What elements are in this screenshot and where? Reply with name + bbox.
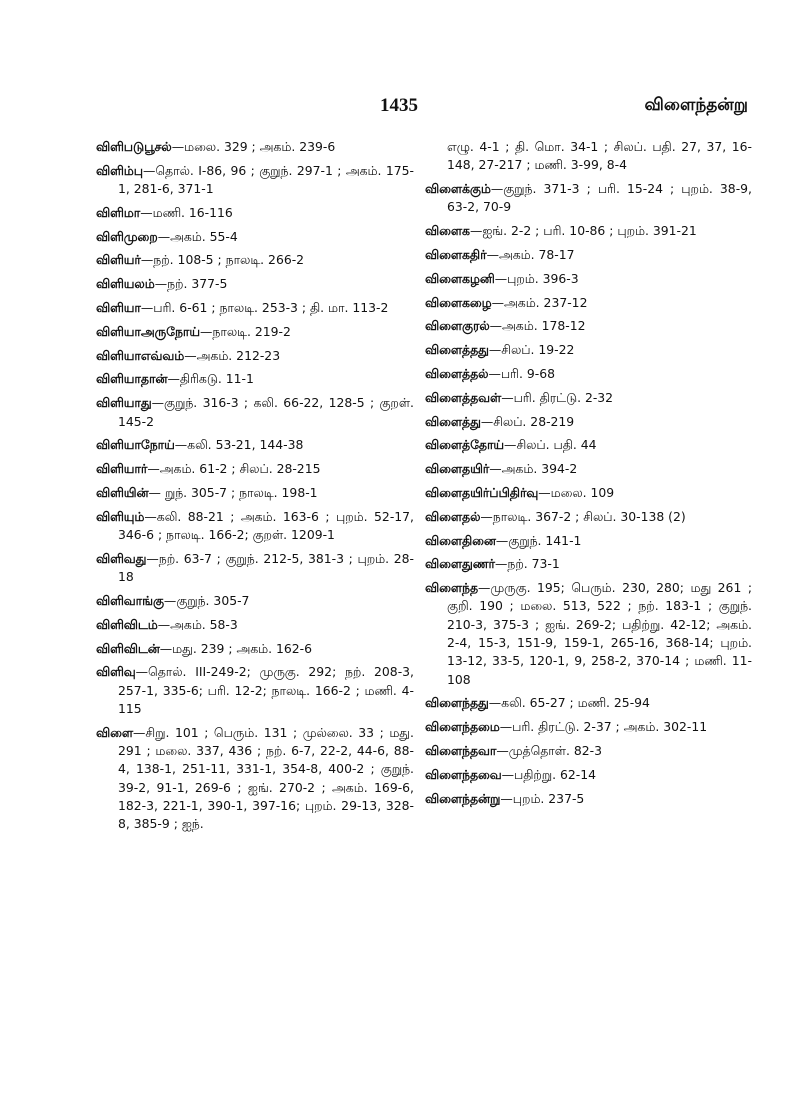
index-entry bbox=[425, 508, 752, 526]
index-entry bbox=[425, 484, 752, 502]
headword: விளைந்த bbox=[425, 580, 479, 596]
references: —புறம். 396-3 bbox=[494, 270, 579, 286]
index-entry bbox=[96, 275, 414, 293]
references: —அகம். 55-4 bbox=[157, 228, 238, 244]
headword: விளிவாங்கு bbox=[96, 592, 164, 608]
index-entry bbox=[425, 222, 752, 240]
references: —நாலடி. 367-2 ; சிலப். 30-138 (2) bbox=[480, 508, 686, 524]
headword: விளியர் bbox=[96, 252, 141, 268]
references: —அகம். 58-3 bbox=[157, 616, 238, 632]
references: —அகம். 178-12 bbox=[489, 318, 586, 334]
references: —நற். 73-1 bbox=[495, 556, 560, 572]
index-entry bbox=[96, 251, 414, 269]
headword: விளைந்தன்று bbox=[425, 790, 501, 806]
references: —சிலப். 19-22 bbox=[488, 342, 575, 358]
headword: விளிம்பு bbox=[96, 162, 143, 178]
references: —அகம். 78-17 bbox=[486, 246, 575, 262]
headword: விளைகதிர் bbox=[425, 246, 487, 262]
headword: விளைகுரல் bbox=[425, 318, 490, 334]
index-entry bbox=[96, 724, 414, 834]
index-entry bbox=[96, 347, 414, 365]
headword: விளைதயிர் bbox=[425, 461, 490, 477]
headword: விளியார் bbox=[96, 461, 148, 477]
references: —அகம். 394-2 bbox=[489, 461, 578, 477]
references: —கலி. 65-27 ; மணி. 25-94 bbox=[488, 695, 650, 711]
index-entry bbox=[96, 204, 414, 222]
index-entry bbox=[425, 270, 752, 288]
references: —தொல். I-86, 96 ; குறுந். 297-1 ; அகம். 175-1, 281-6, 371-1 bbox=[118, 162, 414, 197]
index-entry bbox=[96, 228, 414, 246]
headword: விளைகழை bbox=[425, 294, 492, 310]
index-entry bbox=[96, 138, 414, 156]
index-entry bbox=[425, 317, 752, 335]
references: —நற். 63-7 ; குறுந். 212-5, 381-3 ; புறம். 28-18 bbox=[118, 550, 414, 585]
references: —மலை. 329 ; அகம். 239-6 bbox=[171, 139, 336, 154]
references: —குறுந். 141-1 bbox=[495, 532, 582, 548]
index-entry bbox=[425, 766, 752, 784]
headword: விளைத்தது bbox=[425, 342, 489, 358]
index-entry bbox=[425, 532, 752, 550]
index-entry bbox=[96, 484, 414, 502]
index-entry bbox=[96, 460, 414, 478]
running-head: விளைந்தன்று bbox=[644, 95, 748, 115]
headword: விளைகழனி bbox=[425, 270, 495, 286]
references: —அகம். 61-2 ; சிலப். 28-215 bbox=[147, 461, 321, 477]
references: எழு. 4-1 ; தி. மொ. 34-1 ; சிலப். பதி. 27, 37, 16-148, 27-217 ; மணி. 3-99, 8-4 bbox=[447, 139, 752, 173]
index-entry bbox=[425, 555, 752, 573]
headword: விளிவு bbox=[96, 664, 136, 680]
headword: விளியின் bbox=[96, 484, 149, 500]
references: —நாலடி. 219-2 bbox=[200, 323, 291, 339]
references: — றுந். 305-7 ; நாலடி. 198-1 bbox=[148, 484, 318, 500]
index-entry bbox=[96, 640, 414, 658]
headword: விளைதுணர் bbox=[425, 556, 495, 572]
references: —சிலப். பதி. 44 bbox=[504, 437, 597, 453]
index-entry bbox=[425, 742, 752, 760]
page-number: 1435 bbox=[380, 95, 418, 116]
references: —மணி. 16-116 bbox=[140, 204, 233, 220]
references: —புறம். 237-5 bbox=[500, 790, 585, 806]
index-entry bbox=[425, 413, 752, 431]
references: —முருகு. 195; பெரும். 230, 280; மது 261 ; குறி. 190 ; மலை. 513, 522 ; நற். 183-1 ; குறுந். 210-3, 375-3 ; ஐங். 269-2; பதிற்று. 42-12; அகம். 2-4, 15-3, 151-9, 159-1, 265-16, 368-14; புறம். 13-12, 33-5, 120-1, 9, 258-2, 370-14 ; மணி. 11-108 bbox=[447, 580, 752, 687]
references: —முத்தொள். 82-3 bbox=[496, 743, 602, 759]
headword: விளிவது bbox=[96, 550, 147, 566]
index-entry bbox=[425, 341, 752, 359]
index-entry bbox=[425, 294, 752, 312]
headword: விளியாதான் bbox=[96, 371, 168, 387]
headword: விளைத்தல் bbox=[425, 365, 489, 381]
references: —ஐங். 2-2 ; பரி. 10-86 ; புறம். 391-21 bbox=[469, 223, 697, 239]
index-entry bbox=[425, 460, 752, 478]
index-entry bbox=[96, 616, 414, 634]
headword: விளிவிடம் bbox=[96, 616, 158, 632]
index-entry bbox=[96, 436, 414, 454]
index-entry bbox=[425, 694, 752, 712]
index-entry bbox=[96, 550, 414, 587]
index-entry bbox=[425, 180, 752, 217]
references: —நற். 108-5 ; நாலடி. 266-2 bbox=[140, 252, 305, 268]
headword: விளியாஎவ்வம் bbox=[96, 347, 185, 363]
headword: விளைக bbox=[425, 223, 470, 239]
index-entry bbox=[425, 718, 752, 736]
references: —மது. 239 ; அகம். 162-6 bbox=[159, 640, 313, 656]
headword: விளைதினை bbox=[425, 532, 496, 548]
index-entry bbox=[96, 663, 414, 718]
references: —கலி. 53-21, 144-38 bbox=[174, 437, 304, 453]
headword: விளியலம் bbox=[96, 276, 155, 292]
headword: விளைந்தவை bbox=[425, 766, 502, 782]
headword: விளைத்தவள் bbox=[425, 389, 502, 405]
references: —குறுந். 316-3 ; கலி. 66-22, 128-5 ; குறள். 145-2 bbox=[118, 395, 414, 429]
references: —அகம். 237-12 bbox=[491, 294, 588, 310]
headword: விளை bbox=[96, 724, 134, 740]
headword: விளைக்கும் bbox=[425, 181, 491, 197]
references: —பதிற்று. 62-14 bbox=[501, 766, 597, 782]
headword: விளிமா bbox=[96, 204, 141, 220]
references: —சிறு. 101 ; பெரும். 131 ; முல்லை. 33 ; மது. 291 ; மலை. 337, 436 ; நற். 6-7, 22-2, 44-6, 88-4, 138-1, 251-11, 331-1, 354-8, 400-2 ; குறுந். 39-2, 91-1, 269-6 ; ஐங். 270-2 ; அகம். 169-6, 182-3, 221-1, 390-1, 397-16; புறம். 29-13, 328-8, 385-9 ; ஐந். bbox=[118, 724, 414, 832]
headword: விளியாது bbox=[96, 395, 152, 411]
index-entry bbox=[425, 389, 752, 407]
references: —தொல். III-249-2; முருகு. 292; நற். 208-3, 257-1, 335-6; பரி. 12-2; நாலடி. 166-2 ; மணி. 4-115 bbox=[118, 664, 414, 716]
headword: விளைதல் bbox=[425, 508, 481, 524]
headword: விளிவிடன் bbox=[96, 640, 160, 656]
right-column bbox=[425, 138, 752, 813]
headword: விளைந்தது bbox=[425, 695, 489, 711]
headword: விளைத்து bbox=[425, 413, 481, 429]
headword: விளிமுறை bbox=[96, 228, 158, 244]
index-entry bbox=[96, 394, 414, 431]
index-entry bbox=[96, 370, 414, 388]
index-entry bbox=[425, 246, 752, 264]
references: —திரிகடு. 11-1 bbox=[167, 371, 254, 387]
index-entry-continued bbox=[425, 138, 752, 175]
index-entry bbox=[96, 592, 414, 610]
index-entry bbox=[425, 436, 752, 454]
headword: விளைதயிர்ப்பிதிர்வு bbox=[425, 484, 539, 500]
index-entry bbox=[96, 299, 414, 317]
references: —நற். 377-5 bbox=[154, 276, 228, 292]
index-entry bbox=[425, 365, 752, 383]
references: —பரி. 6-61 ; நாலடி. 253-3 ; தி. மா. 113-2 bbox=[140, 300, 389, 316]
headword: விளைந்தமை bbox=[425, 719, 500, 735]
references: —பரி. திரட்டு. 2-37 ; அகம். 302-11 bbox=[499, 719, 708, 735]
headword: விளியாஅருநோய் bbox=[96, 323, 200, 339]
index-entry bbox=[96, 162, 414, 199]
headword: விளைந்தவா bbox=[425, 743, 497, 759]
index-entry bbox=[425, 790, 752, 808]
references: —பரி. 9-68 bbox=[488, 365, 555, 381]
references: —மலை. 109 bbox=[538, 484, 615, 500]
headword: விளியும் bbox=[96, 508, 145, 524]
headword: விளியா bbox=[96, 300, 141, 316]
references: —குறுந். 305-7 bbox=[163, 592, 250, 608]
headword: விளியாநோய் bbox=[96, 437, 175, 453]
headword: விளைத்தோய் bbox=[425, 437, 505, 453]
index-entry bbox=[96, 323, 414, 341]
references: —சிலப். 28-219 bbox=[480, 413, 575, 429]
references: —குறுந். 371-3 ; பரி. 15-24 ; புறம். 38-9, 63-2, 70-9 bbox=[447, 181, 752, 215]
left-column bbox=[96, 138, 414, 839]
index-entry bbox=[96, 508, 414, 545]
references: —பரி. திரட்டு. 2-32 bbox=[501, 389, 614, 405]
headword: விளிபடுபூசல் bbox=[96, 139, 172, 154]
references: —அகம். 212-23 bbox=[184, 347, 281, 363]
references: —கலி. 88-21 ; அகம். 163-6 ; புறம். 52-17, 346-6 ; நாலடி. 166-2; குறள். 1209-1 bbox=[118, 508, 414, 543]
index-entry bbox=[425, 579, 752, 689]
